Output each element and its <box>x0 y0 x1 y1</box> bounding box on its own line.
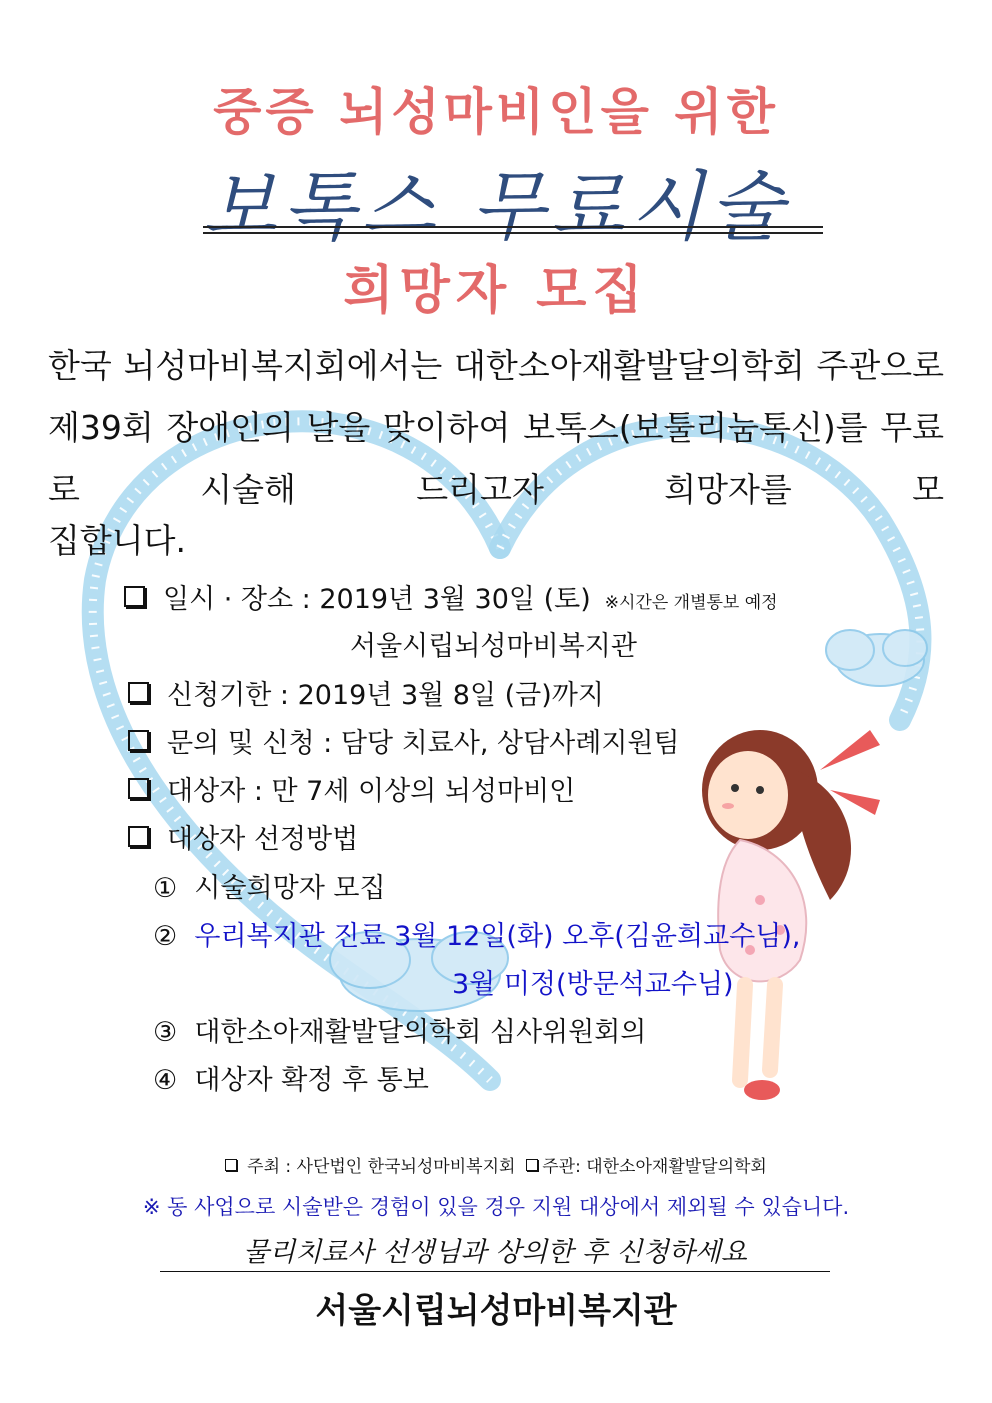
selection-item <box>128 817 358 856</box>
organization-name: 서울시립뇌성마비복지관 <box>315 1291 677 1331</box>
checkbox-bullet-icon <box>526 1159 538 1171</box>
checkbox-bullet-icon <box>124 586 145 607</box>
step-3 <box>153 1010 646 1049</box>
selection-text: 대상자 선정방법 <box>167 824 359 855</box>
step-text: 대한소아재활발달의학회 심사위원회의 <box>194 1017 647 1048</box>
deadline-text: 신청기한 : 2019년 3월 8일 (금)까지 <box>167 680 604 711</box>
organizer-text: 주관: 대한소아재활발달의학회 <box>542 1157 767 1177</box>
step-text: 대상자 확정 후 통보 <box>194 1065 429 1096</box>
title-line-2: 보톡스 무료시술 <box>202 162 790 251</box>
checkbox-bullet-icon <box>128 730 149 751</box>
title-underline-2 <box>203 232 823 234</box>
schedule-note: ※시간은 개별통보 예정 <box>604 593 778 613</box>
target-text: 대상자 : 만 7세 이상의 뇌성마비인 <box>167 776 576 807</box>
step-number: ③ <box>153 1017 178 1048</box>
step-number: ② <box>153 921 178 952</box>
title-underline-1 <box>203 226 823 228</box>
deadline-item <box>128 673 604 712</box>
step-1 <box>153 866 386 905</box>
venue-text: 서울시립뇌성마비복지관 <box>350 631 637 662</box>
schedule-text: 일시 · 장소 : 2019년 3월 30일 (토) <box>163 584 591 615</box>
step-2 <box>153 914 800 953</box>
host-text: 주최 : 사단법인 한국뇌성마비복지회 <box>247 1157 516 1177</box>
intro-last-line: 집합니다. <box>48 521 187 560</box>
cloud-icon-top <box>826 630 927 686</box>
step-4 <box>153 1058 429 1097</box>
target-item <box>128 769 575 808</box>
schedule-item <box>124 577 778 616</box>
step-number: ① <box>153 873 178 904</box>
step-text: 시술희망자 모집 <box>194 873 386 904</box>
step-text: 우리복지관 진료 3월 12일(화) 오후(김윤희교수님), <box>194 921 801 952</box>
exclusion-warning: ※ 동 사업으로 시술받은 경험이 있을 경우 지원 대상에서 제외될 수 있습니다. <box>142 1195 850 1219</box>
inquiry-text: 문의 및 신청 : 담당 치료사, 상담사례지원팀 <box>167 728 680 759</box>
intro-paragraph: 한국 뇌성마비복지회에서는 대한소아재활발달의학회 주관으로 제39회 장애인의 날을 맞이하여 보톡스(보툴리눔톡신)를 무료로 시술해 드리고자 희망자를 모 <box>48 346 944 509</box>
title-line-3: 희망자 모집 <box>343 261 649 321</box>
checkbox-bullet-icon <box>128 778 149 799</box>
host-organizer-line <box>0 1152 992 1177</box>
title-line-1: 중증 뇌성마비인을 위한 <box>213 83 779 141</box>
checkbox-bullet-icon <box>128 682 149 703</box>
step-2-continued: 3월 미정(방문석교수님) <box>452 969 734 1000</box>
inquiry-item <box>128 721 680 760</box>
consult-notice: 물리치료사 선생님과 상의한 후 신청하세요 <box>160 1230 830 1272</box>
step-number: ④ <box>153 1065 178 1096</box>
checkbox-bullet-icon <box>128 826 149 847</box>
checkbox-bullet-icon <box>225 1159 237 1171</box>
